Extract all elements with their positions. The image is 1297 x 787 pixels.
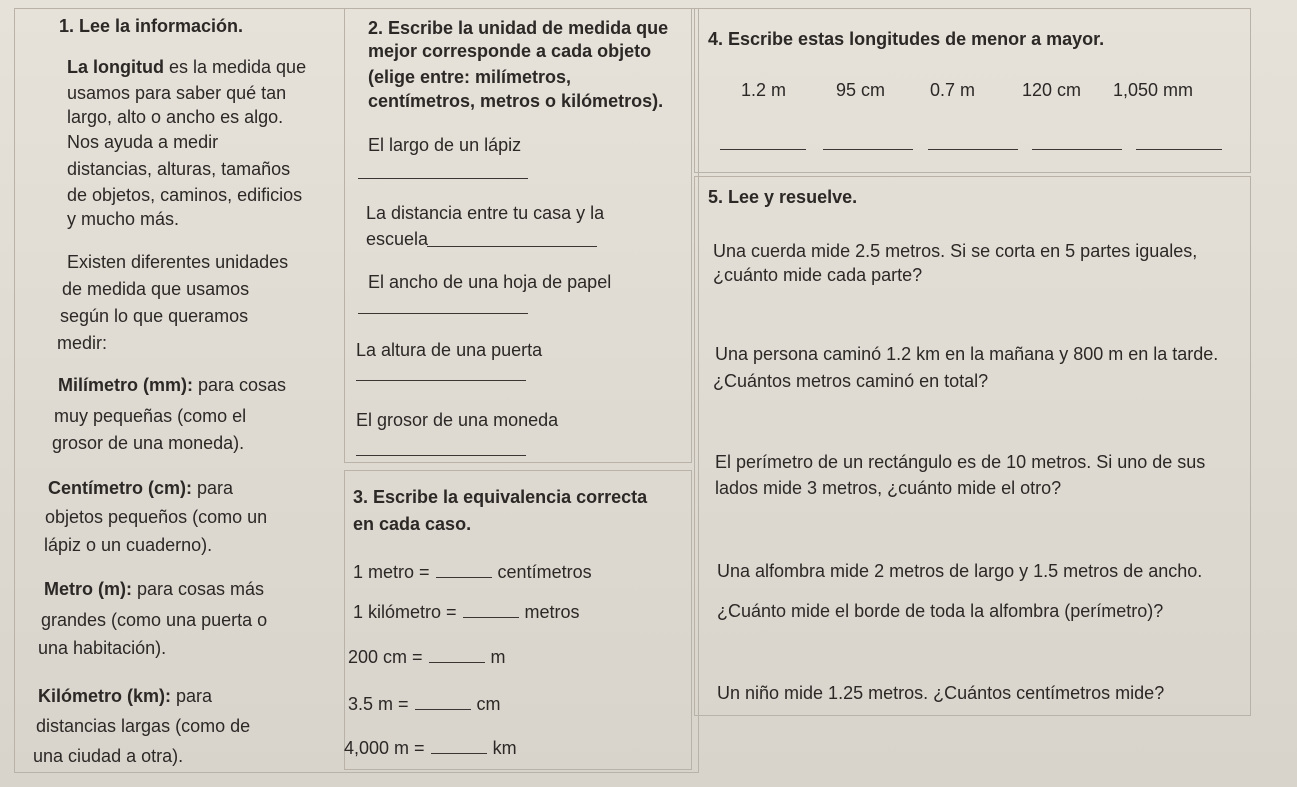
equivalence-unit: km [492,738,517,758]
order-blank[interactable] [823,149,913,150]
problem-walk: ¿Cuántos metros caminó en total? [713,371,989,391]
equivalence-left: 1 kilómetro = [353,602,457,622]
units-intro-line: según lo que queramos [60,306,249,326]
section-4-heading: 4. Escribe estas longitudes de menor a mayor. [708,29,1105,49]
intro-line: usamos para saber qué tan [67,83,287,103]
length-value: 1,050 mm [1113,80,1194,100]
section-1-heading: 1. Lee la información. [59,16,244,36]
problem-rope: Una cuerda mide 2.5 metros. Si se corta en 5 partes iguales, [713,241,1198,261]
m-definition-line: Metro (m): para cosas más [44,579,265,599]
km-definition-line: Kilómetro (km): para [38,686,213,706]
answer-blank[interactable] [463,601,519,618]
item-home-school-distance: escuela [366,229,429,249]
length-value: 1.2 m [741,80,787,100]
order-blank[interactable] [928,149,1018,150]
intro-line: La longitud es la medida que [67,57,307,77]
intro-line: y mucho más. [67,209,180,229]
cm-definition-line: lápiz o un cuaderno). [44,535,213,555]
answer-blank[interactable] [436,561,492,578]
km-definition-line: distancias largas (como de [36,716,251,736]
problem-rug: ¿Cuánto mide el borde de toda la alfombra (perímetro)? [717,601,1164,621]
km-definition-line: una ciudad a otra). [33,746,184,766]
m-definition-line: una habitación). [38,638,167,658]
units-intro-line: de medida que usamos [62,279,250,299]
mm-definition-line: Milímetro (mm): para cosas [58,375,287,395]
equivalence-row [344,737,517,759]
equivalence-row [348,646,506,668]
section-3-heading-line: en cada caso. [353,514,472,534]
answer-blank[interactable] [415,693,471,710]
equivalence-unit: cm [476,694,501,714]
equivalence-unit: metros [524,602,580,622]
answer-blank[interactable] [356,380,526,381]
intro-line: de objetos, caminos, edificios [67,185,303,205]
length-value: 120 cm [1022,80,1082,100]
answer-blank[interactable] [429,646,485,663]
intro-line: distancias, alturas, tamaños [67,159,291,179]
answer-blank[interactable] [427,246,597,247]
answer-blank[interactable] [356,455,526,456]
cm-definition-line: objetos pequeños (como un [45,507,268,527]
equivalence-unit: centímetros [497,562,592,582]
order-blank[interactable] [1136,149,1222,150]
item-home-school-distance: La distancia entre tu casa y la [366,203,605,223]
section-3-heading-line: 3. Escribe la equivalencia correcta [353,487,648,507]
equivalence-left: 200 cm = [348,647,423,667]
m-definition-line: grandes (como una puerta o [41,610,268,630]
intro-line: largo, alto o ancho es algo. [67,107,284,127]
order-blank[interactable] [720,149,806,150]
order-blank[interactable] [1032,149,1122,150]
item-paper-width: El ancho de una hoja de papel [368,272,612,292]
equivalence-unit: m [490,647,506,667]
length-value: 95 cm [836,80,886,100]
answer-blank[interactable] [431,737,487,754]
equivalence-left: 1 metro = [353,562,430,582]
equivalence-left: 4,000 m = [344,738,425,758]
item-pencil-length: El largo de un lápiz [368,135,522,155]
equivalence-row [348,693,501,715]
problem-rectangle: lados mide 3 metros, ¿cuánto mide el otro? [715,478,1062,498]
section-2-heading-line: centímetros, metros o kilómetros). [368,91,664,111]
mm-definition-line: muy pequeñas (como el [54,406,247,426]
equivalence-row [353,561,592,583]
equivalence-row [353,601,580,623]
length-value: 0.7 m [930,80,976,100]
section-2-heading-line: mejor corresponde a cada objeto [368,41,652,61]
answer-blank[interactable] [358,178,528,179]
item-coin-thickness: El grosor de una moneda [356,410,559,430]
mm-definition-line: grosor de una moneda). [52,433,245,453]
problem-rug: Una alfombra mide 2 metros de largo y 1.5 metros de ancho. [717,561,1203,581]
intro-line: Nos ayuda a medir [67,132,219,152]
section-2-heading-line: 2. Escribe la unidad de medida que [368,18,669,38]
answer-blank[interactable] [358,313,528,314]
problem-rectangle: El perímetro de un rectángulo es de 10 metros. Si uno de sus [715,452,1206,472]
problem-rope: ¿cuánto mide cada parte? [713,265,923,285]
units-intro-line: Existen diferentes unidades [67,252,289,272]
problem-walk: Una persona caminó 1.2 km en la mañana y 800 m en la tarde. [715,344,1219,364]
cm-definition-line: Centímetro (cm): para [48,478,234,498]
section-5-heading: 5. Lee y resuelve. [708,187,858,207]
item-door-height: La altura de una puerta [356,340,543,360]
problem-child-height: Un niño mide 1.25 metros. ¿Cuántos centímetros mide? [717,683,1165,703]
equivalence-left: 3.5 m = [348,694,409,714]
units-intro-line: medir: [57,333,108,353]
section-2-heading-line: (elige entre: milímetros, [368,67,572,87]
